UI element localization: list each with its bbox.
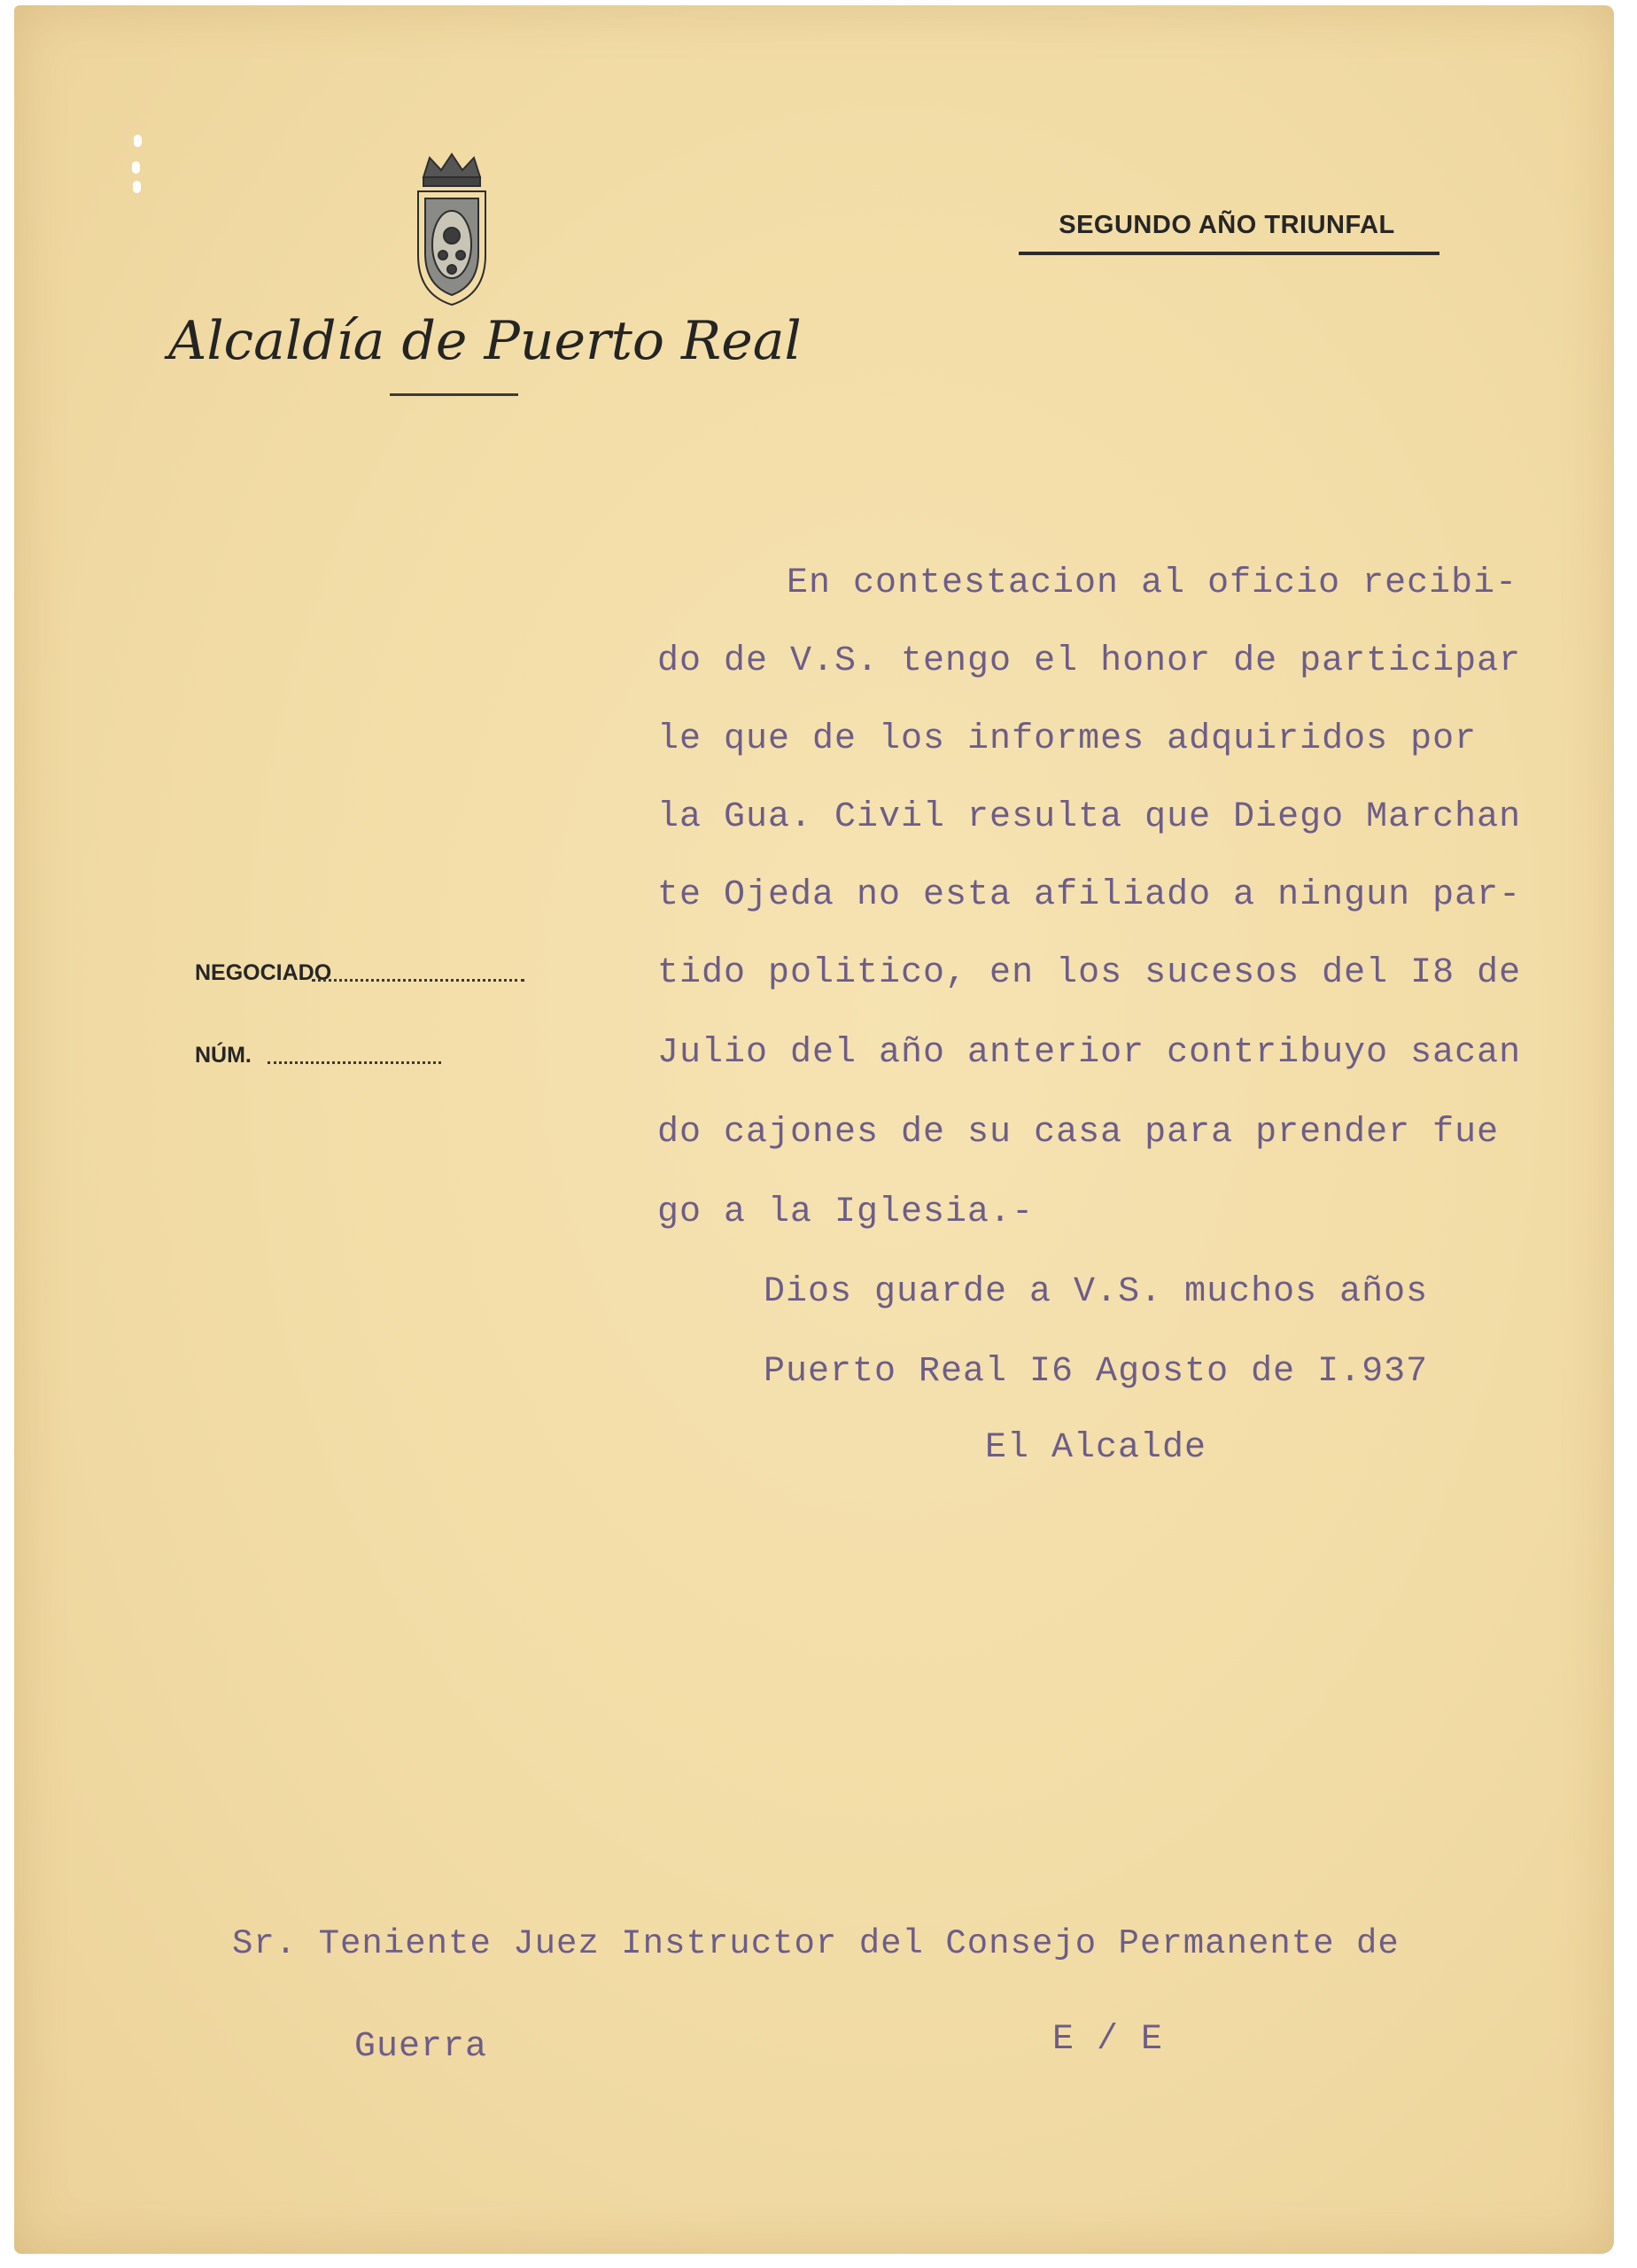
punch-hole	[134, 135, 142, 147]
addressee-line: Sr. Teniente Juez Instructor del Consejo Permanente de	[232, 1924, 1400, 1963]
body-line: En contestacion al oficio recibi-	[787, 563, 1518, 603]
body-line: tido politico, en los sucesos del I8 de	[657, 953, 1522, 993]
motto-underline	[1019, 252, 1439, 255]
coat-of-arms-crest	[407, 151, 496, 310]
signature-line: El Alcalde	[985, 1428, 1207, 1468]
letterhead-underline	[390, 393, 518, 396]
negociado-label: NEGOCIADO	[195, 960, 332, 985]
negociado-field-line	[312, 979, 524, 982]
place-date-line: Puerto Real I6 Agosto de I.937	[764, 1352, 1429, 1392]
body-line: do de V.S. tengo el honor de participar	[657, 641, 1522, 681]
addressee-line: Guerra	[354, 2027, 488, 2067]
num-label: NÚM.	[195, 1043, 252, 1068]
addressee-mark: E / E	[1052, 2020, 1164, 2060]
body-line: go a la Iglesia.-	[657, 1192, 1035, 1232]
body-line: te Ojeda no esta afiliado a ningun par-	[657, 875, 1522, 915]
punch-hole	[133, 181, 141, 193]
letterhead-title: Alcaldía de Puerto Real	[168, 310, 802, 372]
body-line: Julio del año anterior contribuyo sacan	[657, 1033, 1522, 1073]
body-line: do cajones de su casa para prender fue	[657, 1113, 1500, 1153]
closing-line: Dios guarde a V.S. muchos años	[764, 1272, 1429, 1312]
body-line: la Gua. Civil resulta que Diego Marchan	[657, 797, 1522, 837]
punch-hole	[132, 161, 140, 174]
body-line: le que de los informes adquiridos por	[657, 719, 1478, 759]
num-field-line	[268, 1061, 441, 1064]
letterhead-motto: SEGUNDO AÑO TRIUNFAL	[1059, 211, 1395, 239]
